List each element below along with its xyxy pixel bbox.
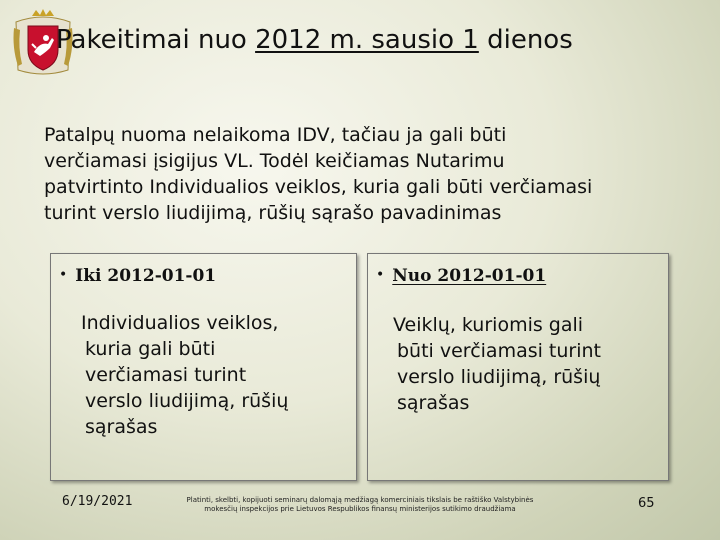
before-line: kuria gali būti: [85, 338, 216, 360]
intro-line: patvirtinto Individualios veiklos, kuria gali būti verčiamasi: [44, 176, 593, 198]
before-heading-text: Iki 2012-01-01: [75, 266, 217, 286]
footer-note-line: mokesčių inspekcijos prie Lietuvos Respublikos finansų ministerijos sutikimo draudžiama: [204, 505, 516, 513]
bullet-icon: •: [59, 267, 68, 283]
before-box: [50, 253, 357, 481]
intro-line: Patalpų nuoma nelaikoma IDV, tačiau ja gali būti: [44, 124, 507, 146]
after-line: Veiklų, kuriomis gali: [393, 314, 584, 336]
title-date: 2012 m. sausio 1: [255, 25, 479, 55]
intro-line: verčiamasi įsigijus VL. Todėl keičiamas Nutarimu: [44, 150, 505, 172]
after-body: [393, 312, 667, 416]
title-prefix: Pakeitimai nuo: [56, 25, 256, 55]
after-box: [367, 253, 669, 481]
before-line: Individualios veiklos,: [81, 312, 279, 334]
after-line: sąrašas: [397, 392, 470, 414]
footer-date: 6/19/2021: [62, 494, 133, 509]
after-heading: [376, 266, 546, 286]
page-number: 65: [638, 496, 655, 511]
bullet-icon: •: [376, 267, 385, 283]
after-line: būti verčiamasi turint: [397, 340, 602, 362]
before-body: [81, 310, 355, 440]
title-suffix: dienos: [478, 25, 573, 55]
intro-line: turint verslo liudijimą, rūšių sąrašo pavadinimas: [44, 202, 502, 224]
slide-title: [56, 24, 573, 56]
before-line: sąrašas: [85, 416, 158, 438]
footer-note: [170, 496, 550, 514]
intro-paragraph: [44, 122, 704, 226]
after-line: verslo liudijimą, rūšių: [397, 366, 601, 388]
footer-note-line: Platinti, skelbti, kopijuoti seminarų dalomąją medžiagą komerciniais tikslais be raštiško Valstybinės: [186, 496, 534, 504]
before-line: verslo liudijimą, rūšių: [85, 390, 289, 412]
before-line: verčiamasi turint: [85, 364, 247, 386]
before-heading: [59, 266, 216, 286]
after-heading-text: Nuo 2012-01-01: [392, 266, 547, 286]
